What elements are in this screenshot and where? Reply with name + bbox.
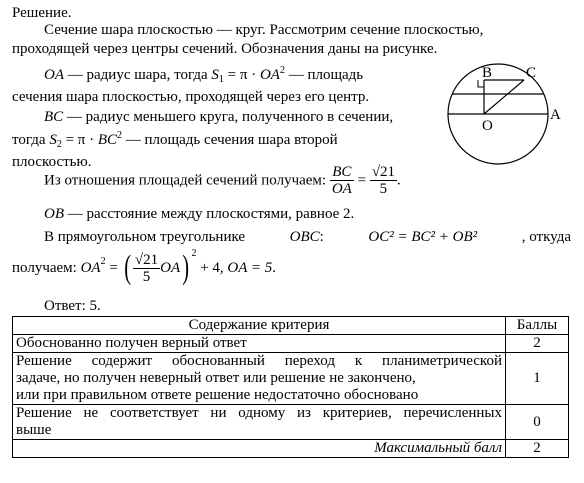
paragraph-3-line-3: плоскостью. (12, 154, 92, 170)
bc-symbol: BC (97, 132, 118, 148)
criterion-text (13, 405, 506, 440)
oa-symbol: OA (44, 67, 64, 83)
criterion-points: 2 (506, 335, 569, 353)
text: , откуда (521, 229, 571, 245)
text: получаем: (12, 260, 81, 276)
denominator: OA (331, 181, 352, 197)
text: — площадь сечения шара второй (122, 132, 338, 148)
denominator: 5 (142, 268, 151, 285)
criterion-text: Обоснованно получен верный ответ (13, 335, 506, 353)
oc-segment (484, 80, 524, 114)
label-c: C (526, 65, 537, 81)
text: — радиус шара, тогда (64, 67, 212, 83)
bc-symbol: BC (44, 109, 64, 125)
criterion-points: 0 (506, 405, 569, 440)
text: — расстояние между плоскостями, равное (64, 206, 344, 222)
value: 2 (343, 206, 351, 222)
denominator: 5 (379, 181, 388, 197)
ob-symbol: OB (44, 206, 64, 222)
paragraph-1-line-1: Сечение шара плоскостью — круг. Рассмотрим сечение плоскостью, (44, 22, 484, 38)
paragraph-1-line-2: проходящей через центры сечений. Обозначения даны на рисунке. (12, 41, 438, 57)
text: + 4, (196, 260, 228, 276)
table-row (13, 335, 569, 353)
text: В прямоугольном треугольнике (44, 229, 246, 245)
criteria-table (12, 316, 569, 458)
right-angle-mark (478, 80, 484, 87)
subscript: 2 (56, 139, 62, 150)
numerator: √21 (134, 251, 159, 268)
criterion-line: Решение не соответствует ни одному из критериев, перечисленных (16, 405, 502, 421)
power: 2 (191, 248, 197, 259)
paragraph-6-line-2 (12, 248, 276, 288)
power: 2 (117, 130, 123, 141)
root-fraction (370, 164, 397, 197)
ratio-fraction (330, 164, 354, 197)
left-paren: ( (123, 249, 131, 286)
paragraph-3-line-2 (12, 131, 338, 151)
equals: = (105, 260, 122, 276)
power: 2 (100, 256, 106, 267)
text: Из отношения площадей сечений получаем: (44, 172, 330, 189)
period: . (350, 206, 355, 222)
equals: = π · (223, 67, 260, 83)
paragraph-5 (44, 205, 354, 224)
result: OA = 5 (227, 260, 273, 276)
equals: = (353, 172, 370, 189)
colon: : (319, 229, 324, 245)
label-b: B (482, 65, 493, 81)
oa-symbol: OA (160, 260, 181, 276)
table-footer-row (13, 440, 569, 458)
circle-figure (444, 62, 564, 170)
pythagoras-equation: OC² = BC² + OB² (368, 229, 478, 245)
label-o: O (482, 118, 493, 134)
max-score-value: 2 (506, 440, 569, 458)
triangle-name: OBC (289, 229, 320, 245)
paragraph-2-line-2: сечения шара плоскостью, проходящей через его центр. (12, 89, 370, 105)
numerator: √21 (371, 164, 396, 180)
text: — радиус меньшего круга, полученного в сечении, (63, 109, 394, 125)
paragraph-4 (44, 164, 401, 197)
criterion-points: 1 (506, 353, 569, 405)
s-symbol: S (49, 132, 57, 148)
paragraph-3-line-1 (44, 108, 393, 127)
root-fraction (133, 252, 160, 285)
solution-heading: Решение. (12, 5, 72, 21)
criterion-line: Решение содержит обоснованный переход к планиметрической (16, 353, 502, 369)
oa-symbol: OA (80, 260, 101, 276)
period: . (397, 172, 401, 189)
numerator: BC (330, 164, 354, 181)
oa-symbol: OA (259, 67, 280, 83)
table-header-row (13, 317, 569, 335)
header-points: Баллы (506, 317, 569, 335)
criterion-text (13, 353, 506, 405)
subscript: 1 (218, 74, 224, 85)
period: . (272, 260, 277, 276)
criterion-line: или при правильном ответе решение недостаточно обосновано (16, 387, 419, 403)
s-symbol: S (211, 67, 219, 83)
header-criterion: Содержание критерия (13, 317, 506, 335)
text: — площадь (284, 67, 364, 83)
label-a: A (550, 107, 561, 123)
max-score-label: Максимальный балл (13, 440, 506, 458)
criterion-line: задаче, но получен неверный ответ или решение не закончено, (16, 370, 416, 386)
paragraph-2-line-1 (44, 66, 363, 86)
table-row (13, 405, 569, 440)
paragraph-6-line-1 (44, 228, 571, 247)
text: тогда (12, 132, 50, 148)
right-paren: ) (182, 249, 190, 286)
table-row (13, 353, 569, 405)
criterion-line: выше (16, 422, 52, 438)
equals: = π · (61, 132, 98, 148)
power: 2 (279, 65, 285, 76)
answer: Ответ: 5. (44, 298, 101, 314)
